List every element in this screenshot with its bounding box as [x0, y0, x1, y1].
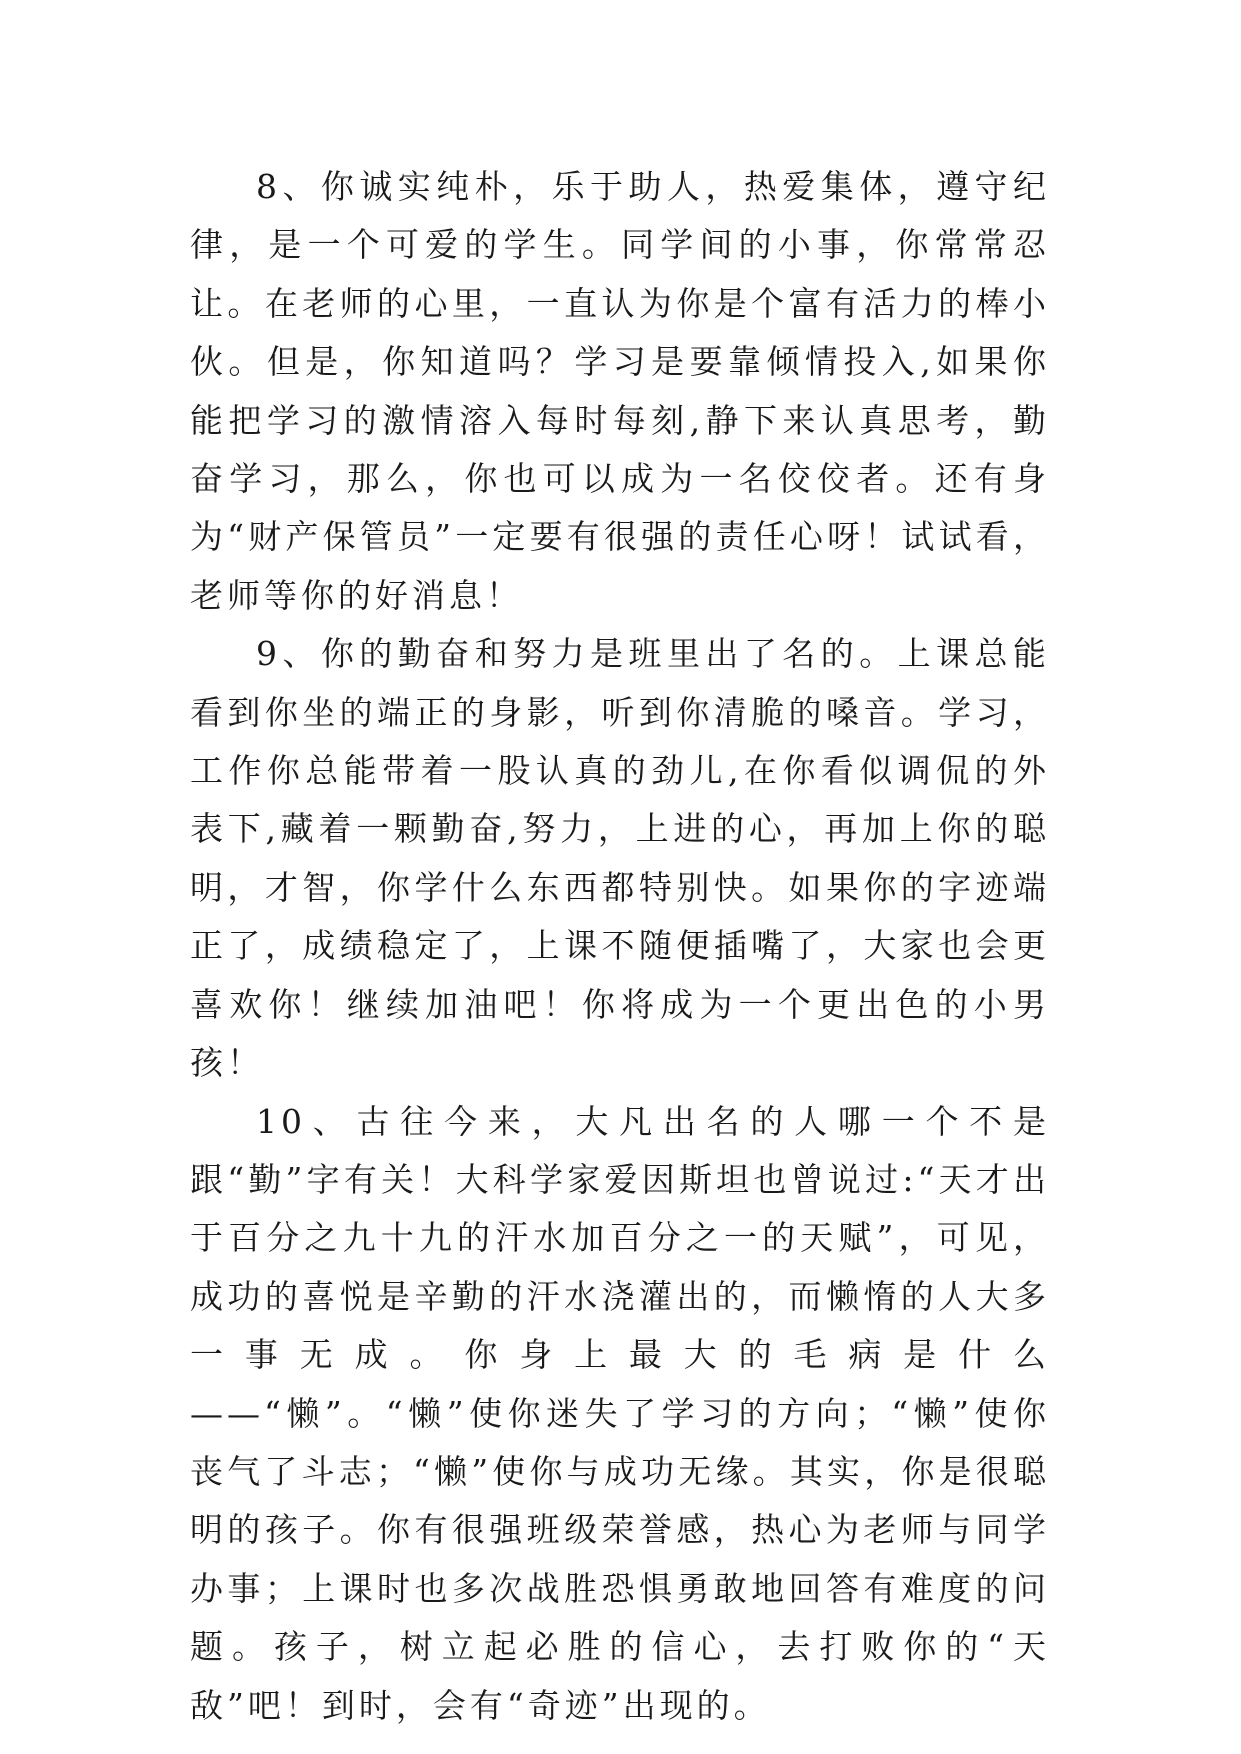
paragraph-8: 8、你诚实纯朴，乐于助人，热爱集体，遵守纪律，是一个可爱的学生。同学间的小事，你常常忍让。在老师的心里，一直认为你是个富有活力的棒小伙。但是，你知道吗？学习是要靠倾情投入,如果你能把学习的激情溶入每时每刻,静下来认真思考，勤奋学习，那么，你也可以成为一名佼佼者。还有身为“财产保管员”一定要有很强的责任心呀！试试看，老师等你的好消息！ [190, 167, 1050, 615]
document-body [190, 158, 1050, 1735]
paragraph-10: 10、古往今来，大凡出名的人哪一个不是跟“勤”字有关！大科学家爱因斯坦也曾说过:“天才出于百分之九十九的汗水加百分之一的天赋”，可见，成功的喜悦是辛勤的汗水浇灌出的，而懒惰的人大多一事无成。你身上最大的毛病是什么——“懒”。“懒”使你迷失了学习的方向；“懒”使你丧气了斗志；“懒”使你与成功无缘。其实，你是很聪明的孩子。你有很强班级荣誉感，热心为老师与同学办事；上课时也多次战胜恐惧勇敢地回答有难度的问题。孩子，树立起必胜的信心，去打败你的“天敌”吧！到时，会有“奇迹”出现的。 [190, 1101, 1050, 1725]
paragraph-9: 9、你的勤奋和努力是班里出了名的。上课总能看到你坐的端正的身影，听到你清脆的嗓音。学习，工作你总能带着一股认真的劲儿,在你看似调侃的外表下,藏着一颗勤奋,努力，上进的心，再加上你的聪明，才智，你学什么东西都特别快。如果你的字迹端正了，成绩稳定了，上课不随便插嘴了，大家也会更喜欢你！继续加油吧！你将成为一个更出色的小男孩！ [190, 634, 1050, 1083]
